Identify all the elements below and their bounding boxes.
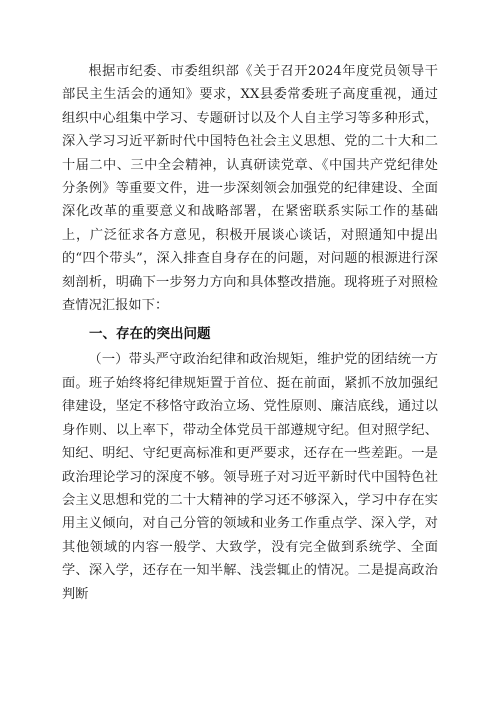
section-heading: 一、存在的突出问题 — [89, 326, 211, 343]
intro-paragraph: 根据市纪委、市委组织部《关于召开2024年度党员领导干部民主生活会的通知》要求，XX县委常委班子高度重视，通过组织中心组集中学习、专题研讨以及个人自主学习等多种形式，深入学习习近平新时代中国特色社会主义思想、党的二十大和二十届二中、三中全会精神，认真研读党章、《中国共产党纪律处分条例》等重要文件，进一步深刻领会加强党的纪律建设、全面深化改革的重要意义和战略部署，在紧密联系实际工作的基础上，广泛征求各方意见，积极开展谈心谈话，对照通知中提出的“四个带头”，深入排查自身存在的问题，对问题的根源进行深刻剖析，明确下一步努力方向和具体整改措施。现将班子对照检查情况汇报如下： — [62, 64, 438, 314]
section-paragraph: （一）带头严守政治纪律和政治规矩，维护党的团结统一方面。班子始终将纪律规矩置于首位、挺在前面，紧抓不放加强纪律建设，坚定不移恪守政治立场、党性原则、廉洁底线，通过以身作则、以上率下，带动全体党员干部遵规守纪。但对照学纪、知纪、明纪、守纪更高标准和更严要求，还存在一些差距。一是政治理论学习的深度不够。领导班子对习近平新时代中国特色社会主义思想和党的二十大精神的学习还不够深入，学习中存在实用主义倾向，对自己分管的领域和业务工作重点学、深入学，对其他领域的内容一般学、大致学，没有完全做到系统学、全面学、深入学，还存在一知半解、浅尝辄止的情况。二是提高政治判断 — [62, 352, 438, 602]
document-page — [62, 60, 438, 606]
